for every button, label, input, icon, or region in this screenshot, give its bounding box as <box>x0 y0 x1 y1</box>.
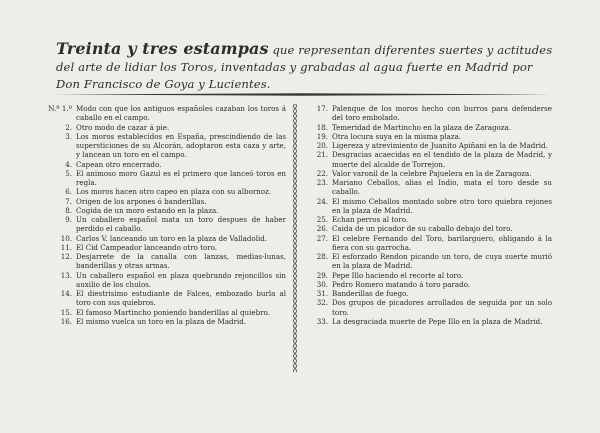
list-entry <box>304 150 552 169</box>
chain-link <box>294 209 297 213</box>
entry-text: El esforzado Rendon picando un toro, de cuya suerte murió en la plaza de Madrid. <box>332 252 552 271</box>
entry-number: 28. <box>316 252 328 261</box>
list-entry <box>304 178 552 197</box>
chain-link <box>294 154 297 158</box>
list-entry <box>48 169 286 188</box>
chain-link <box>294 339 297 343</box>
chain-link <box>294 139 297 143</box>
entry-text: El animoso moro Gazul es el primero que lanceó toros en regla. <box>76 168 286 187</box>
entry-number: 20. <box>316 141 328 150</box>
chain-link <box>294 239 297 243</box>
entry-number: 12. <box>60 252 72 261</box>
list-entry <box>304 197 552 216</box>
entry-number: 23. <box>316 178 328 187</box>
entry-number: 13. <box>60 270 72 280</box>
entry-number: 17. <box>316 104 328 113</box>
entry-number: 32. <box>316 298 328 308</box>
list-entry <box>304 224 552 233</box>
entry-number: 22. <box>316 168 328 178</box>
entry-number: 29. <box>316 270 328 280</box>
chain-link <box>294 234 297 238</box>
chain-link <box>294 359 297 363</box>
entry-number: 26. <box>316 224 328 234</box>
entry-text: Ligereza y atrevimiento de Juanito Apiñani en la de Madrid. <box>332 141 548 150</box>
entry-text: Modo con que los antiguos españoles cazaban los toros á caballo en el campo. <box>76 104 286 123</box>
entry-text: Temeridad de Martincho en la plaza de Zaragoza. <box>332 122 512 132</box>
entry-text: Desjarrete de la canalla con lanzas, medias-lunas, banderillas y otras armas. <box>76 252 286 271</box>
entry-number: 31. <box>316 289 328 298</box>
list-entry <box>304 169 552 178</box>
chain-link <box>294 249 297 253</box>
entry-text: Un caballero español en plaza quebrando rejoncillos sin auxilio de los chulos. <box>76 270 286 289</box>
list-entry <box>48 308 286 317</box>
list-entry <box>304 132 552 141</box>
chain-link <box>294 184 297 188</box>
list-entry <box>48 271 286 290</box>
chain-link <box>294 204 297 208</box>
chain-link <box>294 269 297 273</box>
list-entry <box>48 160 286 169</box>
chain-link <box>294 344 297 348</box>
chain-link <box>294 109 297 113</box>
entry-number: 14. <box>60 289 72 298</box>
entry-text: La desgraciada muerte de Pepe Illo en la plaza de Madrid. <box>332 316 543 326</box>
title-rest: que representan diferentes suertes y actitudes del arte de lidiar los Toros, inventadas y grabadas al agua fuerte en <box>56 43 553 74</box>
list-entry <box>48 206 286 215</box>
entry-text: El Cid Campeador lanceando otro toro. <box>76 242 218 252</box>
chain-link <box>294 324 297 328</box>
list-entry <box>48 104 286 123</box>
chain-link <box>294 119 297 123</box>
list-entry <box>304 141 552 150</box>
chain-link <box>294 199 297 203</box>
entry-number: 11. <box>60 242 72 252</box>
entry-text: El diestrisimo estudiante de Falces, embozado burla al toro con sus quiebros. <box>76 289 286 308</box>
chain-link <box>294 224 297 228</box>
list-entry <box>304 252 552 271</box>
entry-number: 25. <box>316 215 328 224</box>
entry-text: El mismo Ceballos montado sobre otro toro quiebra rejones en la plaza de Madrid. <box>332 196 552 215</box>
chain-link <box>294 174 297 178</box>
chain-link <box>294 164 297 168</box>
entry-text: Otro modo de cazar á pie. <box>76 122 170 132</box>
title-lead: Treinta y tres estampas <box>56 39 269 58</box>
entry-text: Mariano Ceballos, alias el Indio, mata el toro desde su caballo. <box>332 178 552 197</box>
list-entry <box>304 289 552 298</box>
list-entry <box>48 243 286 252</box>
chain-link <box>294 134 297 138</box>
entry-text: Banderillas de fuego. <box>332 289 409 298</box>
entry-text: Capean otro encerrado. <box>76 159 162 169</box>
entry-number: 27. <box>316 233 328 243</box>
entry-number: 33. <box>316 316 328 326</box>
chain-link <box>294 259 297 263</box>
list-entry <box>304 123 552 132</box>
list-entry <box>48 234 286 243</box>
list-entry <box>48 187 286 196</box>
entry-text: Palenque de los moros hecho con burros para defenderse del toro embolado. <box>332 104 552 123</box>
entry-number: 2. <box>65 122 72 132</box>
entry-number: 24. <box>316 196 328 206</box>
list-entry <box>48 132 286 160</box>
chain-link <box>294 299 297 303</box>
chain-link <box>294 369 297 372</box>
list-entry <box>304 280 552 289</box>
entry-text: Los moros establecidos en España, prescindiendo de las supersticiones de su Alcorán, adoptaron esta caza y arte, y lancean un toro en el campo. <box>76 131 286 160</box>
chain-link <box>294 364 297 368</box>
chain-link <box>294 279 297 283</box>
list-entry <box>48 252 286 271</box>
chain-link <box>294 294 297 298</box>
chain-link <box>294 274 297 278</box>
decorative-chain-divider <box>292 104 298 372</box>
chain-link <box>294 194 297 198</box>
list-entry <box>304 234 552 253</box>
entry-text: Los moros hacen otro capeo en plaza con su albornoz. <box>76 187 272 197</box>
entry-number: 9. <box>65 215 72 224</box>
entry-number: 7. <box>65 196 72 206</box>
entry-text: Echan perros al toro. <box>332 215 409 224</box>
chain-link <box>294 264 297 268</box>
entry-number: 21. <box>316 150 328 160</box>
list-entry <box>48 317 286 326</box>
title-city: Madrid <box>465 60 509 74</box>
list-entry <box>48 197 286 206</box>
chain-link <box>294 219 297 223</box>
entry-number: 18. <box>316 122 328 132</box>
entry-number: 19. <box>316 131 328 141</box>
chain-link <box>294 229 297 233</box>
chain-link <box>294 304 297 308</box>
entry-number: 5. <box>65 168 72 178</box>
chain-link <box>294 284 297 288</box>
entry-text: Carlos V. lanceando un toro en la plaza de Valladolid. <box>76 233 268 243</box>
chain-link <box>294 289 297 293</box>
left-column-list <box>48 104 286 326</box>
chain-link <box>294 244 297 248</box>
entry-number: N.º 1.º <box>48 104 72 113</box>
chain-link <box>294 149 297 153</box>
entry-text: Caida de un picador de su caballo debajo del toro. <box>332 224 513 234</box>
list-entry <box>304 271 552 280</box>
chain-link <box>294 159 297 163</box>
chain-link <box>294 114 297 118</box>
chain-link <box>294 179 297 183</box>
list-entry <box>304 215 552 224</box>
list-entry <box>48 289 286 308</box>
right-column-list <box>304 104 552 326</box>
entry-text: Desgracias acaecidas en el tendido de la plaza de Madrid, y muerte del alcalde de Torrejon. <box>332 150 552 169</box>
list-entry <box>48 123 286 132</box>
entry-number: 6. <box>65 187 72 197</box>
entry-number: 3. <box>65 131 72 141</box>
entry-text: El celebre Fernando del Toro, barilarguero, obligando á la fiera con su garrocha. <box>332 233 552 252</box>
entry-text: Un caballero español mata un toro despues de haber perdido el caballo. <box>76 215 286 234</box>
list-entry <box>48 215 286 234</box>
entry-text: Otra locura suya en la misma plaza. <box>332 131 462 141</box>
chain-link <box>294 144 297 148</box>
list-entry <box>304 298 552 317</box>
entry-text: Pepe Illo haciendo el recorte al toro. <box>332 270 464 280</box>
title-divider-rule <box>52 93 552 96</box>
chain-link <box>294 214 297 218</box>
entry-number: 30. <box>316 279 328 289</box>
chain-link <box>294 319 297 323</box>
chain-link <box>294 334 297 338</box>
chain-link <box>294 129 297 133</box>
chain-link <box>294 104 297 108</box>
entry-text: El famoso Martincho poniendo banderillas al quiebro. <box>76 307 270 317</box>
chain-link <box>294 254 297 258</box>
chain-link <box>294 354 297 358</box>
entry-number: 16. <box>60 316 72 326</box>
entry-number: 15. <box>60 307 72 317</box>
entry-text: Valor varonil de la celebre Pajuelera en la de Zaragoza. <box>332 168 532 178</box>
entry-text: Dos grupos de picadores arrollados de seguida por un solo toro. <box>332 298 552 317</box>
document-title <box>56 40 556 93</box>
title-author: Don Francisco de Goya y Lucientes. <box>56 77 271 91</box>
chain-link <box>294 309 297 313</box>
entry-text: El mismo vuelca un toro en la plaza de Madrid. <box>76 316 247 326</box>
chain-link <box>294 124 297 128</box>
entry-text: Cogida de un moro estando en la plaza. <box>76 205 219 215</box>
title-by: por <box>508 60 533 74</box>
chain-link <box>294 189 297 193</box>
entry-number: 10. <box>60 233 72 243</box>
list-entry <box>304 104 552 123</box>
entry-number: 4. <box>65 159 72 169</box>
list-entry <box>304 317 552 326</box>
entry-number: 8. <box>65 205 72 215</box>
entry-text: Pedro Romero matando á toro parado. <box>332 279 471 289</box>
chain-link <box>294 169 297 173</box>
chain-link <box>294 349 297 353</box>
chain-link <box>294 329 297 333</box>
chain-link <box>294 314 297 318</box>
entry-text: Origen de los arpones ó banderillas. <box>76 196 207 206</box>
